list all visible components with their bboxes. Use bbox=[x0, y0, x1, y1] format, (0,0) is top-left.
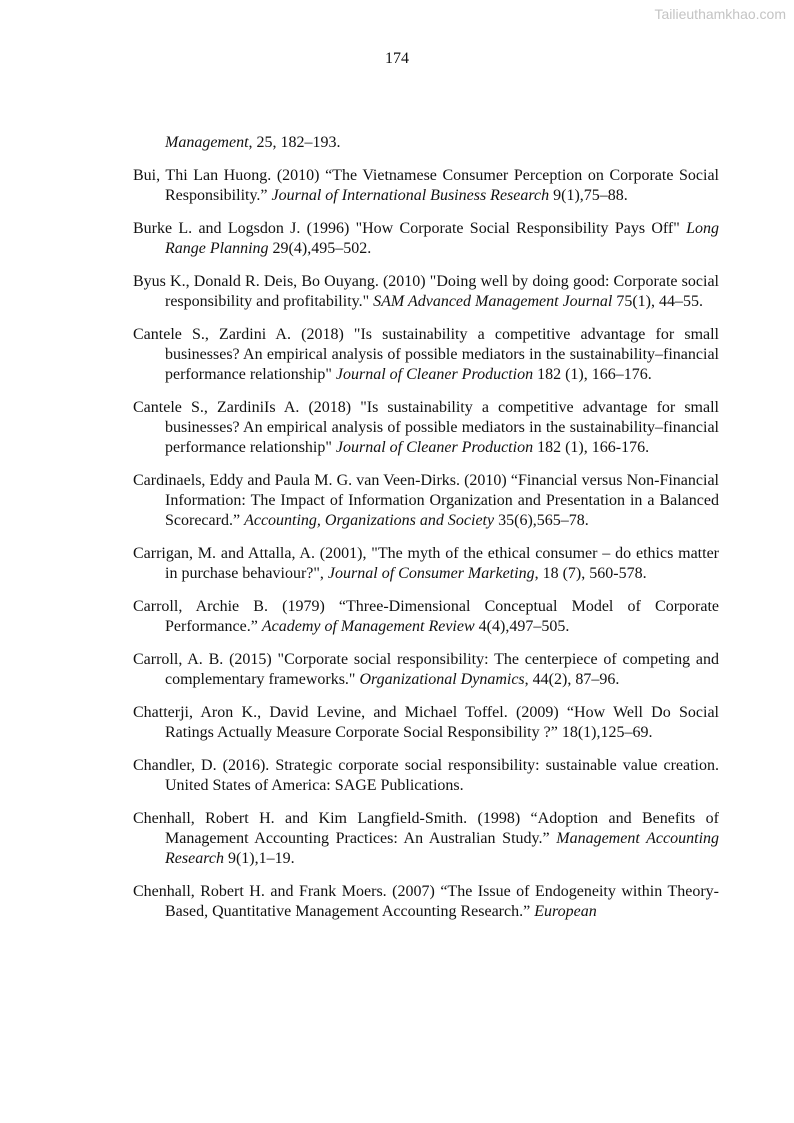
reference-text: Chenhall, Robert H. and Frank Moers. (2007) “The Issue of Endogeneity within Theory-Based, Quantitative Management Accounting Research.” bbox=[133, 883, 719, 920]
reference-item bbox=[133, 219, 719, 259]
reference-text: Carroll, Archie B. (1979) “Three-Dimensional Conceptual Model of Corporate Performance.” bbox=[133, 598, 719, 635]
reference-source-title: European bbox=[534, 903, 597, 920]
reference-source-title: Journal of Cleaner Production bbox=[335, 439, 534, 456]
reference-text: Chandler, D. (2016). Strategic corporate social responsibility: sustainable value creation. United States of America: SAGE Publications. bbox=[133, 757, 719, 794]
reference-item bbox=[133, 272, 719, 312]
reference-item bbox=[133, 650, 719, 690]
reference-text: Burke L. and Logsdon J. (1996) "How Corporate Social Responsibility Pays Off" bbox=[133, 220, 687, 237]
reference-text: 9(1),1–19. bbox=[223, 850, 295, 867]
reference-item bbox=[133, 166, 719, 206]
reference-text: Bui, Thi Lan Huong. (2010) “The Vietnamese Consumer Perception on Corporate Social Responsibility.” bbox=[133, 167, 719, 204]
reference-text: Chenhall, Robert H. and Kim Langfield-Smith. (1998) “Adoption and Benefits of Management Accounting Practices: An Australian Study.” bbox=[133, 810, 719, 847]
reference-text: 182 (1), 166–176. bbox=[533, 366, 652, 383]
reference-source-title: Journal of Cleaner Production bbox=[335, 366, 534, 383]
reference-text: 35(6),565–78. bbox=[494, 512, 589, 529]
reference-item bbox=[133, 544, 719, 584]
reference-text: 182 (1), 166-176. bbox=[533, 439, 650, 456]
page-number: 174 bbox=[385, 50, 409, 67]
reference-source-title: Journal of Consumer Marketing bbox=[327, 565, 535, 582]
reference-source-title: Management Accounting Research bbox=[165, 830, 720, 867]
reference-source-title: Organizational Dynamics bbox=[359, 671, 525, 688]
reference-text: , 25, 182–193. bbox=[248, 134, 341, 151]
reference-text: , 44(2), 87–96. bbox=[524, 671, 620, 688]
reference-text: 9(1),75–88. bbox=[549, 187, 628, 204]
reference-item bbox=[133, 703, 719, 743]
reference-item bbox=[133, 133, 719, 153]
reference-item bbox=[133, 756, 719, 796]
reference-list bbox=[133, 133, 719, 935]
reference-text: Cantele S., ZardiniIs A. (2018) "Is sustainability a competitive advantage for small businesses? An empirical analysis of possible mediators in the sustainability–financial performance relationship" bbox=[133, 399, 719, 456]
reference-source-title: Academy of Management Review bbox=[261, 618, 475, 635]
reference-text: 29(4),495–502. bbox=[268, 240, 372, 257]
reference-source-title: Journal of International Business Research bbox=[271, 187, 550, 204]
reference-text: 4(4),497–505. bbox=[474, 618, 570, 635]
reference-text: Cantele S., Zardini A. (2018) "Is sustainability a competitive advantage for small businesses? An empirical analysis of possible mediators in the sustainability–financial performance relationship" bbox=[133, 326, 719, 383]
reference-item bbox=[133, 882, 719, 922]
reference-text: Carroll, A. B. (2015) "Corporate social responsibility: The centerpiece of competing and complementary frameworks." bbox=[133, 651, 719, 688]
reference-source-title: SAM Advanced Management Journal bbox=[373, 293, 613, 310]
reference-text: Carrigan, M. and Attalla, A. (2001), "The myth of the ethical consumer – do ethics matter in purchase behaviour?", bbox=[133, 545, 719, 582]
reference-item bbox=[133, 597, 719, 637]
reference-item bbox=[133, 471, 719, 531]
reference-text: Cardinaels, Eddy and Paula M. G. van Veen-Dirks. (2010) “Financial versus Non-Financial Information: The Impact of Information Organization and Presentation in a Balanced Scorecard.” bbox=[133, 472, 719, 529]
reference-source-title: Long Range Planning bbox=[165, 220, 719, 257]
watermark: Tailieuthamkhao.com bbox=[654, 6, 786, 22]
reference-text: Byus K., Donald R. Deis, Bo Ouyang. (2010) "Doing well by doing good: Corporate social responsibility and profitability." bbox=[133, 273, 719, 310]
reference-text: 75(1), 44–55. bbox=[612, 293, 703, 310]
reference-text: Chatterji, Aron K., David Levine, and Michael Toffel. (2009) “How Well Do Social Ratings Actually Measure Corporate Social Responsibility ?” 18(1),125–69. bbox=[133, 704, 719, 741]
reference-item bbox=[133, 809, 719, 869]
reference-source-title: Accounting, Organizations and Society bbox=[244, 512, 495, 529]
reference-item bbox=[133, 398, 719, 458]
reference-source-title: Management bbox=[165, 134, 249, 151]
reference-text: , 18 (7), 560-578. bbox=[534, 565, 647, 582]
reference-item bbox=[133, 325, 719, 385]
